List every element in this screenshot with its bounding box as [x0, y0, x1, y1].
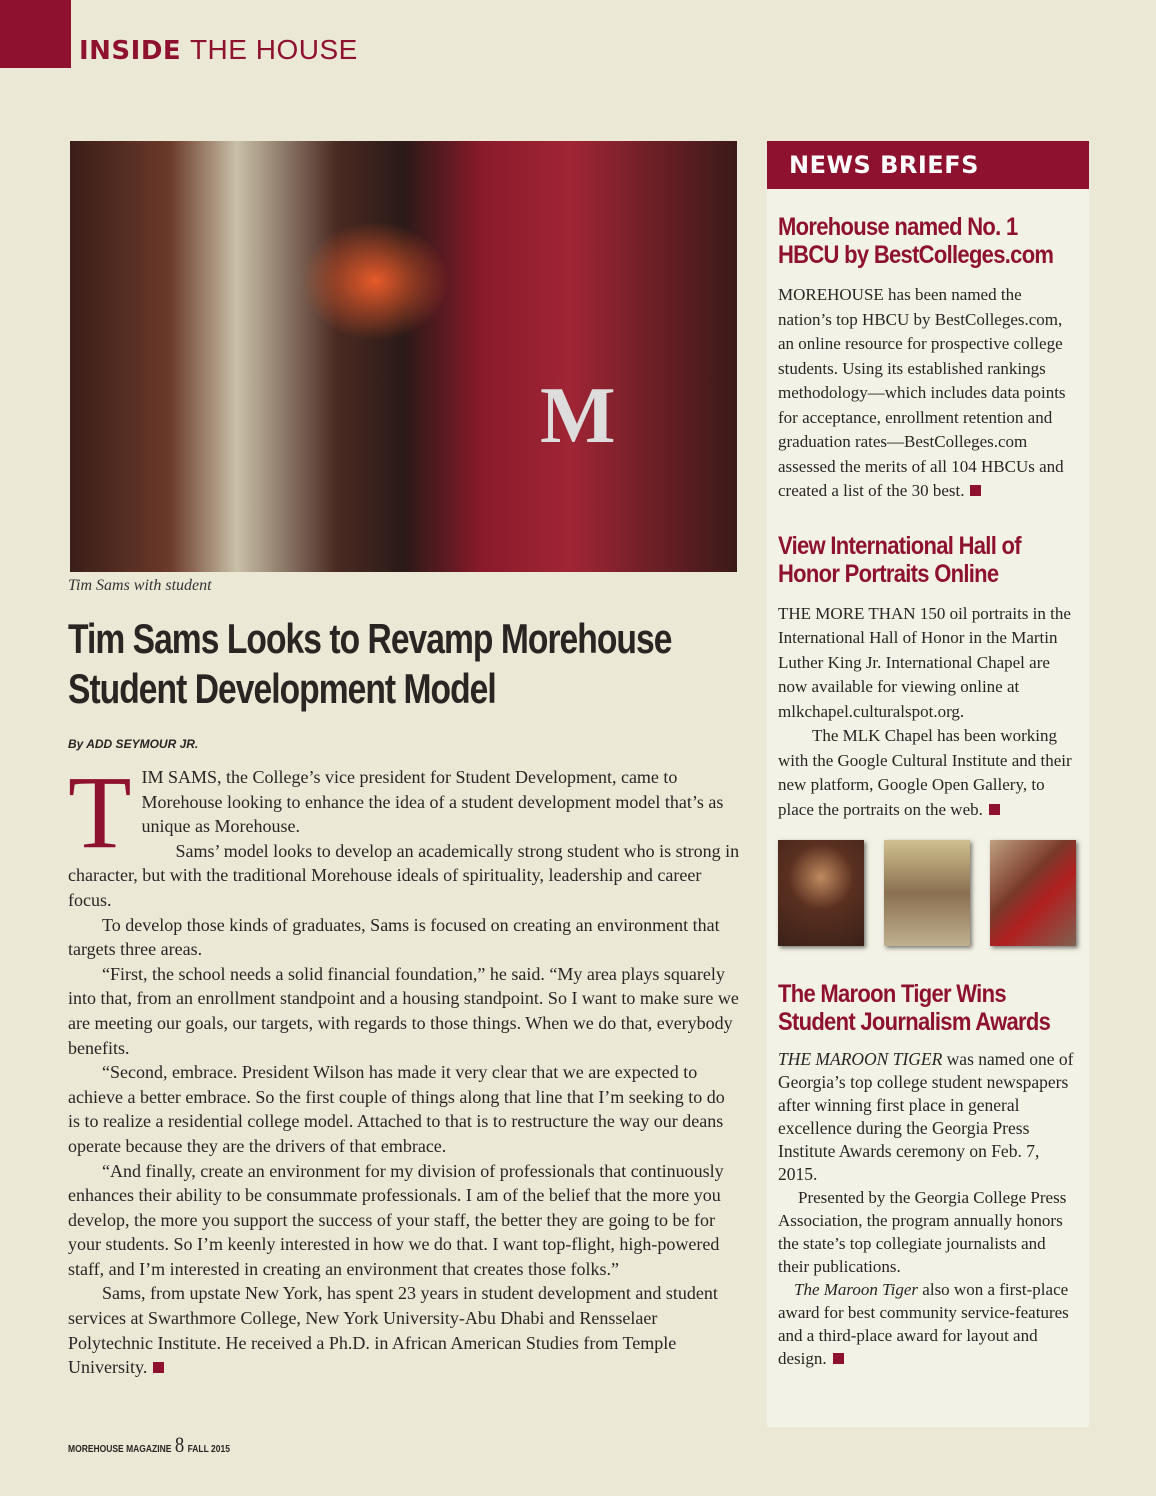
portrait-image[interactable]: [990, 840, 1076, 946]
photo-caption: Tim Sams with student: [68, 577, 212, 594]
paragraph: Sams’ model looks to develop an academically strong student who is strong in character, but with the traditional Morehouse ideals of spirituality, leadership and career focus.: [68, 840, 740, 910]
brief-text: The Maroon Tiger also won a first-place award for best community service-features and a third-place award for layout and design.: [778, 1280, 1069, 1368]
sidebar-title: NEWS BRIEFS: [767, 141, 1089, 189]
byline: By ADD SEYMOUR JR.: [68, 737, 199, 751]
brief-text: MOREHOUSE has been named the nation’s top HBCU by BestColleges.com, an online resource for prospective college students. Using its established rankings methodology—which includes data points for acceptance, enrollment retention and graduation rates—BestColleges.com assessed the merits of all 104 HBCUs and created a list of the 30 best.: [778, 285, 1066, 500]
brief-headline: Morehouse named No. 1 HBCU by BestColleges.com: [778, 213, 1054, 269]
portrait-image[interactable]: [778, 840, 864, 946]
section-label: [79, 34, 358, 66]
article-photo: M: [70, 141, 737, 572]
article-title: Tim Sams Looks to Revamp Morehouse Student Development Model: [68, 615, 672, 712]
drop-cap: T: [68, 755, 132, 870]
brief-text: THE MAROON TIGER was named one of Georgia’s top college student newspapers after winning first place in general excellence during the Georgia Press Institute Awards ceremony on Feb. 7, 2015.: [778, 1049, 1074, 1184]
end-mark-icon: [970, 485, 981, 496]
paragraph: Sams, from upstate New York, has spent 23 years in student development and student services at Swarthmore College, New York University-Abu Dhabi and Rensselaer Polytechnic Institute. He received a Ph.D. in African American Studies from Temple University.: [68, 1283, 718, 1378]
brief-text: Presented by the Georgia College Press Association, the program annually honors the state’s top collegiate journalists and their publications.: [778, 1188, 1067, 1276]
paragraph: TIM SAMS, the College’s vice president for Student Development, came to Morehouse looking to enhance the idea of a student development model that’s as unique as Morehouse.: [68, 755, 724, 870]
page-number: 8: [174, 1432, 185, 1457]
article-body: [68, 755, 740, 1380]
paragraph: “First, the school needs a solid financial foundation,” he said. “My area plays squarely into that, from an enrollment standpoint and a housing standpoint. So I want to make sure we are meeting our goals, our targets, with regards to those things. When we do that, everybody benefits.: [68, 963, 739, 1058]
brief-headline: View International Hall of Honor Portraits Online: [778, 531, 1021, 588]
end-mark-icon: [153, 1362, 164, 1373]
end-mark-icon: [833, 1353, 844, 1364]
section-label-bold: INSIDE: [79, 36, 182, 66]
paragraph: “Second, embrace. President Wilson has made it very clear that we are expected to achieve a better embrace. So the first couple of things along that line that I’m seeking to do is to realize a residential college model. Attached to that is to restructure the way our deans operate because they are the drivers of that embrace.: [68, 1062, 725, 1156]
brief-text: THE MORE THAN 150 oil portraits in the International Hall of Honor in the Martin Luther King Jr. International Chapel are now available for viewing online at mlkchapel.culturalspot.org.: [778, 603, 1071, 721]
paragraph: “And finally, create an environment for my division of professionals that continuously enhances their ability to be consummate professionals. I am of the belief that the more you develop, the more you support the success of your staff, the better they are going to be for your students. So I’m keenly interested in how we do that. I want top-flight, high-powered staff, and I’m interested in creating an environment that creates those folks.”: [68, 1160, 724, 1279]
paragraph: To develop those kinds of graduates, Sams is focused on creating an environment that targets three areas.: [68, 914, 720, 960]
end-mark-icon: [989, 804, 1000, 815]
brief-text: The MLK Chapel has been working with the Google Cultural Institute and their new platform, Google Open Gallery, to place the portraits on the web.: [778, 726, 1072, 819]
section-color-block: [0, 0, 71, 68]
section-label-rest: THE HOUSE: [189, 34, 358, 65]
news-briefs-sidebar: [767, 141, 1089, 1427]
brief-headline: The Maroon Tiger Wins Student Journalism Awards: [778, 980, 1051, 1036]
portrait-thumbnails: [778, 840, 1078, 946]
page-footer: MOREHOUSE MAGAZINE 8 FALL 2015: [68, 1432, 230, 1457]
article-column: [68, 614, 740, 1380]
portrait-image[interactable]: [884, 840, 970, 946]
